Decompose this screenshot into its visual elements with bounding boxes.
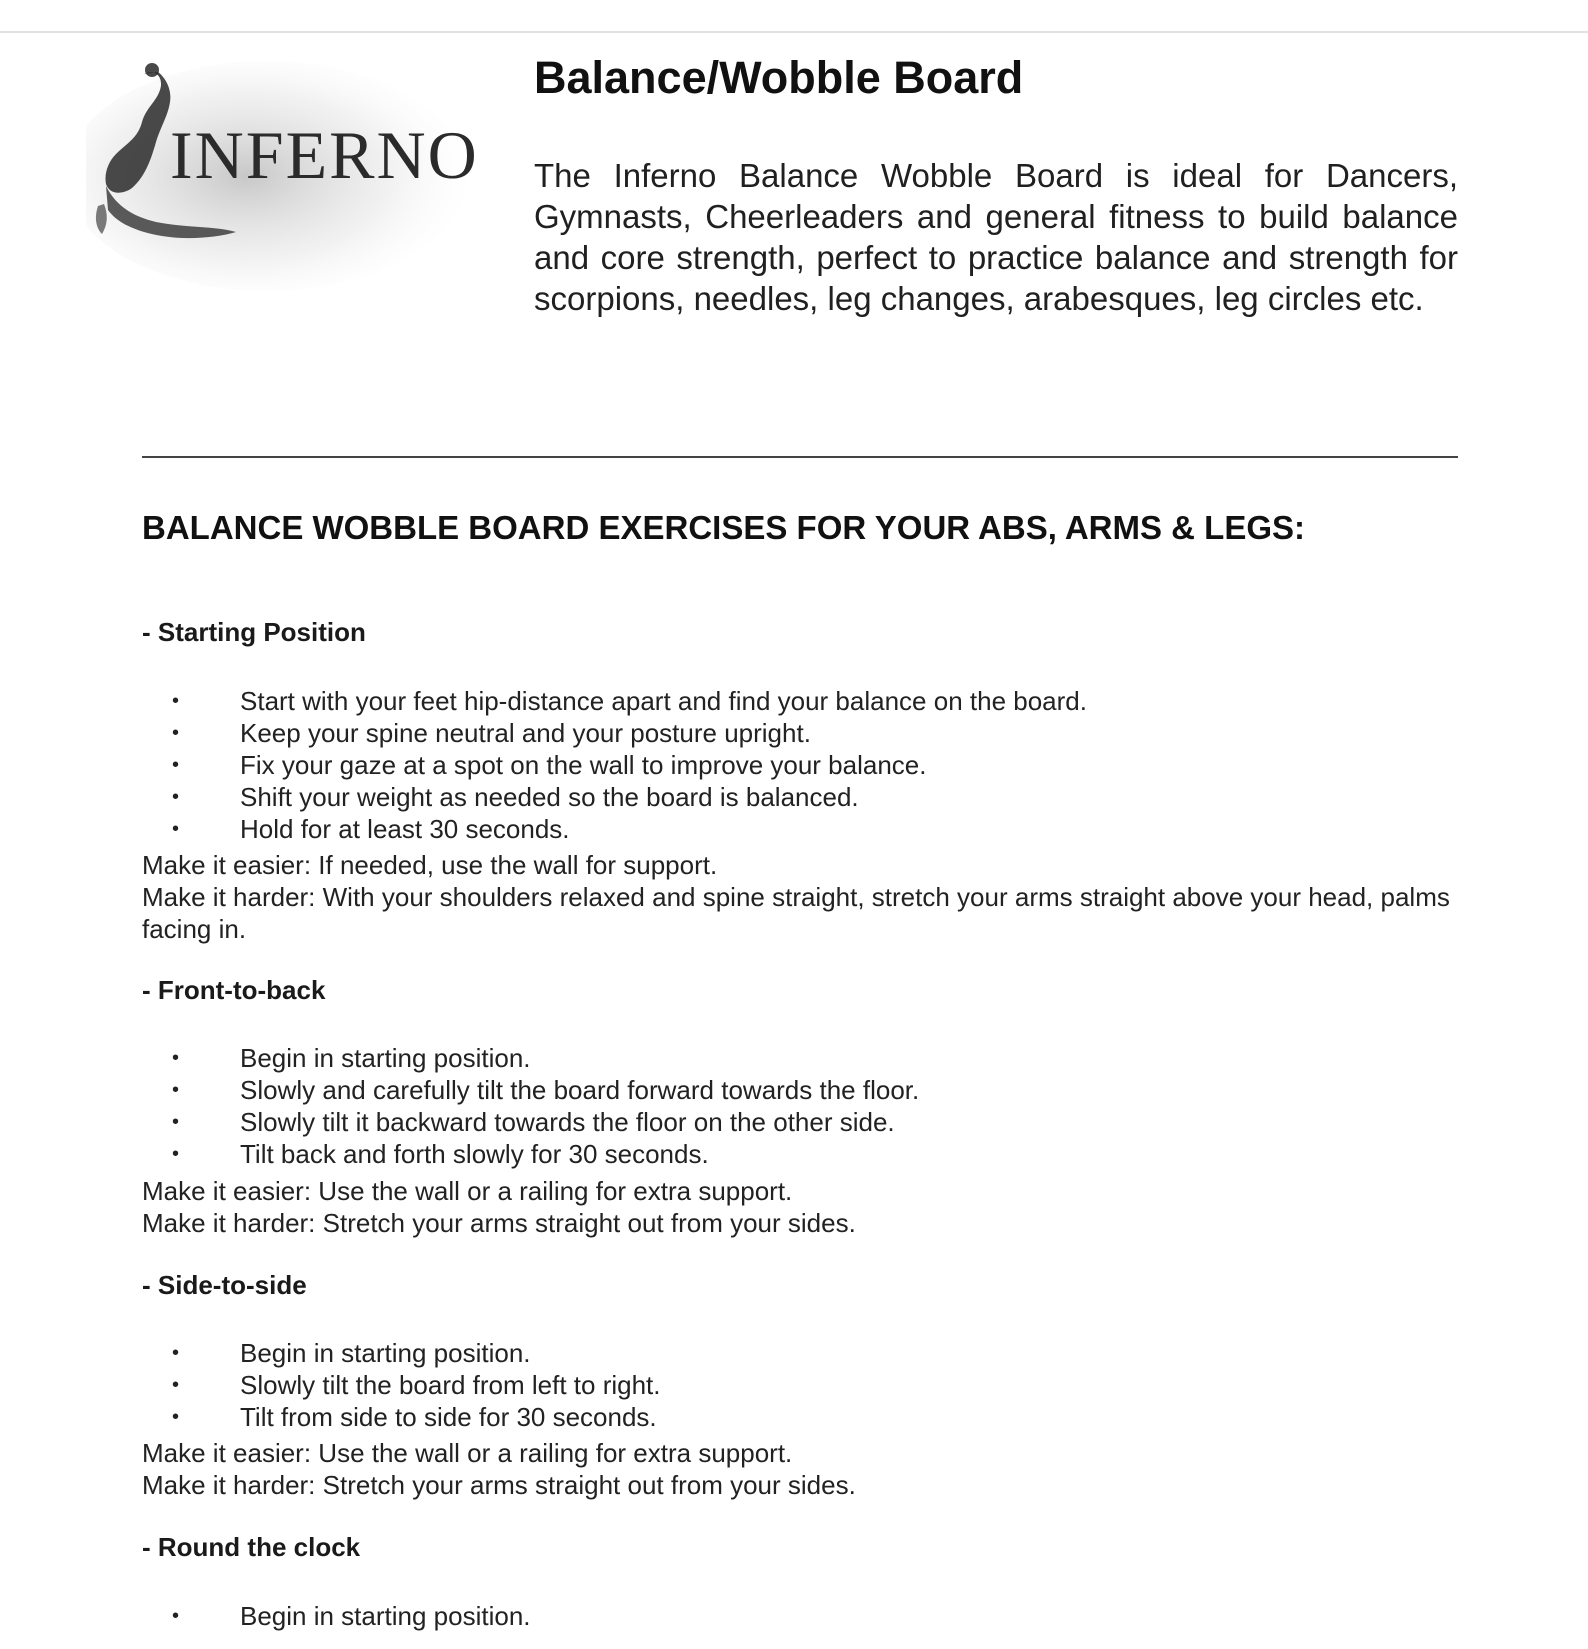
intro-paragraph: The Inferno Balance Wobble Board is ideal for Dancers, Gymnasts, Cheerleaders and general fitness to build balance and core strength, perfect to practice balance and strength for scorpions, needles, leg changes, arabesques, leg circles etc. <box>534 157 1458 317</box>
list-item: • Shift your weight as needed so the board is balanced. <box>142 781 1087 813</box>
list-item: • Slowly and carefully tilt the board forward towards the floor. <box>142 1074 919 1106</box>
exercise-heading-starting-position: - Starting Position <box>142 617 366 647</box>
exercise-harder-note: Make it harder: With your shoulders relaxed and spine straight, stretch your arms straight above your head, palms facing in. <box>142 882 1450 944</box>
list-item: • Tilt from side to side for 30 seconds. <box>142 1401 661 1433</box>
exercise-heading-side-to-side: - Side-to-side <box>142 1270 307 1300</box>
list-item: • Start with your feet hip-distance apart and find your balance on the board. <box>142 685 1087 717</box>
exercise-heading-round-the-clock: - Round the clock <box>142 1532 361 1562</box>
inferno-logo <box>86 56 506 306</box>
exercise-steps-side-to-side <box>142 1337 661 1433</box>
list-item: • Slowly tilt the board from left to right. <box>142 1369 661 1401</box>
section-divider <box>142 456 1458 458</box>
list-item: • Fix your gaze at a spot on the wall to improve your balance. <box>142 749 1087 781</box>
exercise-easier-note: Make it easier: Use the wall or a railing for extra support. <box>142 1176 793 1206</box>
exercise-steps-front-to-back <box>142 1042 919 1170</box>
exercise-harder-note: Make it harder: Stretch your arms straight out from your sides. <box>142 1470 856 1500</box>
top-border <box>0 31 1588 33</box>
list-item: • Begin in starting position. <box>142 1600 531 1632</box>
list-item: • Begin in starting position. <box>142 1337 661 1369</box>
list-item: • Keep your spine neutral and your posture upright. <box>142 717 1087 749</box>
exercise-harder-note: Make it harder: Stretch your arms straight out from your sides. <box>142 1208 856 1238</box>
document-title: Balance/Wobble Board <box>534 52 1024 103</box>
list-item: • Hold for at least 30 seconds. <box>142 813 1087 845</box>
exercise-easier-note: Make it easier: Use the wall or a railing for extra support. <box>142 1438 793 1468</box>
list-item: • Tilt back and forth slowly for 30 seconds. <box>142 1138 919 1170</box>
exercise-easier-note: Make it easier: If needed, use the wall for support. <box>142 850 718 880</box>
exercise-heading-front-to-back: - Front-to-back <box>142 975 326 1005</box>
exercise-steps-round-the-clock <box>142 1600 531 1632</box>
list-item: • Slowly tilt it backward towards the floor on the other side. <box>142 1106 919 1138</box>
exercise-steps-starting-position <box>142 685 1087 845</box>
logo-wordmark: INFERNO <box>170 117 479 193</box>
section-title: BALANCE WOBBLE BOARD EXERCISES FOR YOUR ABS, ARMS & LEGS: <box>142 509 1306 546</box>
list-item: • Begin in starting position. <box>142 1042 919 1074</box>
